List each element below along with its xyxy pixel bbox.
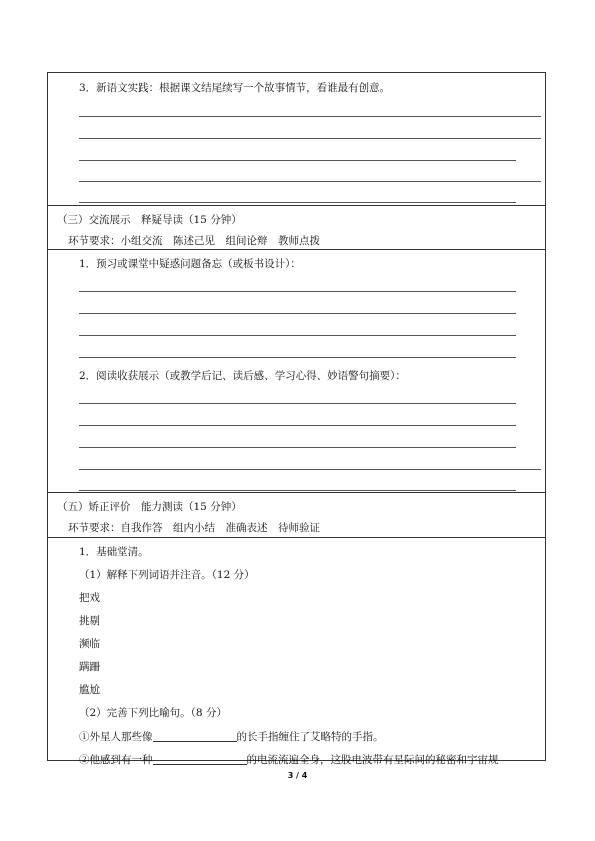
vocab-word: 挑剔 [79,615,100,627]
section-three-header [48,205,545,249]
item-3-text: 3．新语文实践：根据课文结尾续写一个故事情节，看谁最有创意。 [79,82,391,94]
item-1-basic: 1．基础堂清。 [79,546,149,558]
page-number: 3 / 4 [287,771,308,780]
simile-question-2 [79,752,499,767]
answer-line[interactable] [79,335,516,336]
answer-line[interactable] [79,160,516,161]
simile-1-suffix: 的长手指缠住了艾略特的手指。 [236,731,384,743]
simile-2-prefix: ②他感到有一种 [79,754,153,766]
section-five-body [48,537,545,766]
answer-line[interactable] [79,291,516,292]
vocab-word: 尴尬 [79,684,100,696]
section-three-heading: （三）交流展示 释疑导读（15 分钟） [57,214,242,226]
vocab-word: 濒临 [79,638,100,650]
simile-question-1 [79,729,384,744]
answer-line[interactable] [79,490,516,491]
simile-2-suffix: 的电流流遍全身，这股电波带有星际间的秘密和宇宙规 [246,754,499,766]
item-2-text: 2．阅读收获展示（或教学后记、读后感、学习心得、妙语警句摘要）： [79,370,406,382]
answer-line[interactable] [79,403,516,404]
answer-line[interactable] [79,181,541,182]
worksheet-frame [47,72,546,766]
section-five-requirement: 环节要求：自我作答 组内小结 准确表述 待师验证 [68,522,320,534]
answer-line[interactable] [79,116,541,117]
vocab-word: 蹒跚 [79,661,100,673]
vocab-word: 把戏 [79,592,100,604]
answer-line[interactable] [79,425,516,426]
simile-1-prefix: ①外星人那些像 [79,731,153,743]
sub-question-1: （1）解释下列词语并注音。（12 分） [79,569,255,581]
section-three-requirement: 环节要求：小组交流 陈述己见 组间论辩 教师点拨 [68,235,320,247]
answer-line[interactable] [79,469,541,470]
simile-2-blank[interactable] [153,752,247,765]
item-1-text: 1．预习或课堂中疑惑问题备忘（或板书设计）： [79,258,301,270]
answer-line[interactable] [79,447,516,448]
sub-question-2: （2）完善下列比喻句。（8 分） [79,707,227,719]
simile-1-blank[interactable] [153,729,237,742]
answer-line[interactable] [79,138,541,139]
answer-line[interactable] [79,202,516,203]
section-five-heading: （五）矫正评价 能力测读（15 分钟） [57,501,242,513]
answer-line[interactable] [79,313,516,314]
section-five-header [48,492,545,537]
section-three-body [48,249,545,492]
section-writing-practice [48,73,545,205]
answer-line[interactable] [79,357,516,358]
